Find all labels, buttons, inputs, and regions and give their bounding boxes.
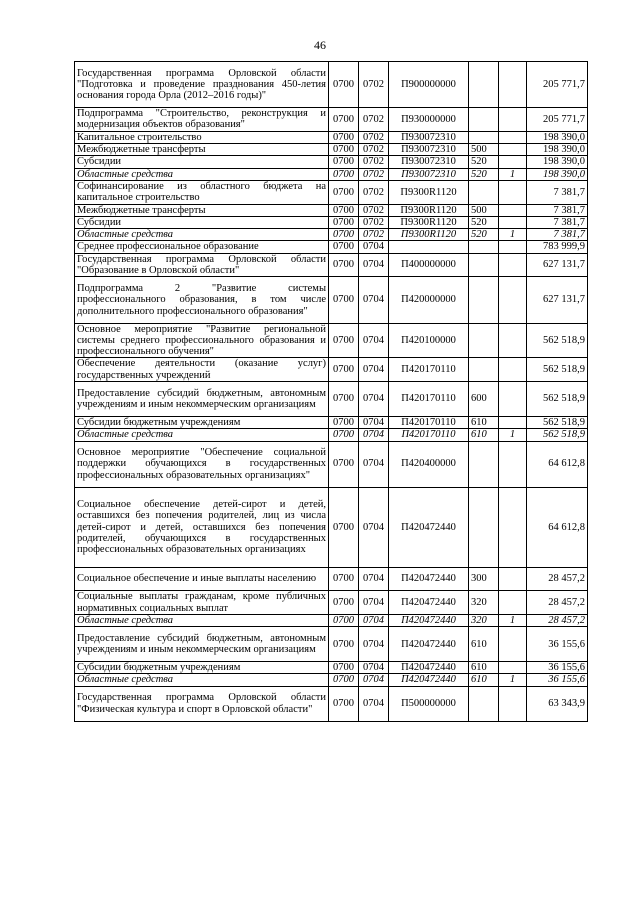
- table-row: [75, 416, 588, 428]
- amount-value: 627 131,7: [527, 277, 588, 323]
- target-article-code: П930072310: [389, 144, 469, 156]
- section-code: 0700: [329, 253, 359, 277]
- table-row: [75, 429, 588, 441]
- fund-source-code: [499, 686, 527, 721]
- table-row: [75, 323, 588, 358]
- section-code: 0700: [329, 241, 359, 253]
- expense-type-code: [469, 241, 499, 253]
- subsection-code: 0704: [359, 323, 389, 358]
- row-name: Софинансирование из областного бюджета на капитальное строительство: [75, 180, 329, 204]
- section-code: 0700: [329, 168, 359, 180]
- table-row: [75, 627, 588, 662]
- table-row: [75, 108, 588, 132]
- expense-type-code: 500: [469, 204, 499, 216]
- subsection-code: 0702: [359, 229, 389, 241]
- fund-source-code: [499, 216, 527, 228]
- amount-value: 198 390,0: [527, 156, 588, 168]
- expense-type-code: 600: [469, 382, 499, 417]
- subsection-code: 0704: [359, 614, 389, 626]
- expense-type-code: [469, 487, 499, 567]
- fund-source-code: [499, 441, 527, 487]
- subsection-code: 0704: [359, 253, 389, 277]
- row-name: Областные средства: [75, 674, 329, 686]
- table-row: [75, 487, 588, 567]
- subsection-code: 0704: [359, 591, 389, 615]
- amount-value: 783 999,9: [527, 241, 588, 253]
- amount-value: 36 155,6: [527, 627, 588, 662]
- subsection-code: 0704: [359, 627, 389, 662]
- subsection-code: 0702: [359, 144, 389, 156]
- expense-type-code: 610: [469, 674, 499, 686]
- table-row: [75, 441, 588, 487]
- subsection-code: 0702: [359, 204, 389, 216]
- target-article-code: П420100000: [389, 323, 469, 358]
- expense-type-code: 520: [469, 168, 499, 180]
- target-article-code: П420472440: [389, 662, 469, 674]
- amount-value: 7 381,7: [527, 216, 588, 228]
- amount-value: 64 612,8: [527, 487, 588, 567]
- target-article-code: П9300R1120: [389, 229, 469, 241]
- target-article-code: [389, 241, 469, 253]
- table-row: [75, 180, 588, 204]
- subsection-code: 0704: [359, 674, 389, 686]
- expense-type-code: [469, 323, 499, 358]
- amount-value: 36 155,6: [527, 662, 588, 674]
- table-row: [75, 168, 588, 180]
- expense-type-code: 320: [469, 614, 499, 626]
- expense-type-code: [469, 131, 499, 143]
- amount-value: 28 457,2: [527, 614, 588, 626]
- amount-value: 7 381,7: [527, 204, 588, 216]
- target-article-code: П420170110: [389, 358, 469, 382]
- table-row: [75, 358, 588, 382]
- subsection-code: 0704: [359, 487, 389, 567]
- fund-source-code: [499, 204, 527, 216]
- table-row: [75, 241, 588, 253]
- target-article-code: П420472440: [389, 567, 469, 591]
- target-article-code: П420472440: [389, 627, 469, 662]
- fund-source-code: [499, 253, 527, 277]
- row-name: Государственная программа Орловской области "Подготовка и проведение празднования 450-летия основания города Орла (2012–2016 годы)": [75, 62, 329, 108]
- table-row: [75, 674, 588, 686]
- amount-value: 205 771,7: [527, 62, 588, 108]
- target-article-code: П420472440: [389, 614, 469, 626]
- subsection-code: 0704: [359, 416, 389, 428]
- section-code: 0700: [329, 358, 359, 382]
- budget-table: [74, 61, 588, 722]
- target-article-code: П930072310: [389, 156, 469, 168]
- fund-source-code: [499, 108, 527, 132]
- expense-type-code: [469, 108, 499, 132]
- expense-type-code: [469, 62, 499, 108]
- row-name: Среднее профессиональное образование: [75, 241, 329, 253]
- expense-type-code: [469, 441, 499, 487]
- expense-type-code: 500: [469, 144, 499, 156]
- subsection-code: 0702: [359, 216, 389, 228]
- fund-source-code: [499, 627, 527, 662]
- row-name: Субсидии бюджетным учреждениям: [75, 416, 329, 428]
- expense-type-code: 610: [469, 662, 499, 674]
- subsection-code: 0702: [359, 62, 389, 108]
- target-article-code: П420472440: [389, 591, 469, 615]
- target-article-code: П420170110: [389, 429, 469, 441]
- fund-source-code: [499, 487, 527, 567]
- expense-type-code: 520: [469, 229, 499, 241]
- amount-value: 562 518,9: [527, 382, 588, 417]
- section-code: 0700: [329, 323, 359, 358]
- expense-type-code: 320: [469, 591, 499, 615]
- table-row: [75, 131, 588, 143]
- section-code: 0700: [329, 662, 359, 674]
- row-name: Субсидии бюджетным учреждениям: [75, 662, 329, 674]
- fund-source-code: [499, 156, 527, 168]
- target-article-code: П9300R1120: [389, 216, 469, 228]
- amount-value: 562 518,9: [527, 323, 588, 358]
- row-name: Социальные выплаты гражданам, кроме публичных нормативных социальных выплат: [75, 591, 329, 615]
- fund-source-code: [499, 131, 527, 143]
- subsection-code: 0704: [359, 441, 389, 487]
- row-name: Основное мероприятие "Обеспечение социальной поддержки обучающихся в государственных профессиональных образовательных организациях": [75, 441, 329, 487]
- expense-type-code: [469, 253, 499, 277]
- section-code: 0700: [329, 180, 359, 204]
- expense-type-code: [469, 277, 499, 323]
- target-article-code: П930072310: [389, 131, 469, 143]
- table-row: [75, 591, 588, 615]
- row-name: Основное мероприятие "Развитие региональной системы среднего профессионального образования и профессионального обучения": [75, 323, 329, 358]
- target-article-code: П420472440: [389, 674, 469, 686]
- subsection-code: 0702: [359, 156, 389, 168]
- row-name: Подпрограмма "Строительство, реконструкция и модернизация объектов образования": [75, 108, 329, 132]
- table-row: [75, 62, 588, 108]
- section-code: 0700: [329, 614, 359, 626]
- subsection-code: 0702: [359, 180, 389, 204]
- table-row: [75, 686, 588, 721]
- table-row: [75, 662, 588, 674]
- section-code: 0700: [329, 441, 359, 487]
- table-row: [75, 382, 588, 417]
- amount-value: 7 381,7: [527, 229, 588, 241]
- amount-value: 562 518,9: [527, 429, 588, 441]
- fund-source-code: [499, 144, 527, 156]
- table-row: [75, 216, 588, 228]
- table-row: [75, 204, 588, 216]
- section-code: 0700: [329, 216, 359, 228]
- section-code: 0700: [329, 416, 359, 428]
- row-name: Областные средства: [75, 429, 329, 441]
- table-row: [75, 614, 588, 626]
- target-article-code: П420400000: [389, 441, 469, 487]
- section-code: 0700: [329, 62, 359, 108]
- expense-type-code: 610: [469, 429, 499, 441]
- target-article-code: П420472440: [389, 487, 469, 567]
- section-code: 0700: [329, 591, 359, 615]
- target-article-code: П9300R1120: [389, 180, 469, 204]
- expense-type-code: 520: [469, 156, 499, 168]
- fund-source-code: 1: [499, 614, 527, 626]
- fund-source-code: [499, 416, 527, 428]
- amount-value: 562 518,9: [527, 416, 588, 428]
- row-name: Социальное обеспечение и иные выплаты населению: [75, 567, 329, 591]
- fund-source-code: [499, 277, 527, 323]
- amount-value: 562 518,9: [527, 358, 588, 382]
- table-row: [75, 253, 588, 277]
- section-code: 0700: [329, 131, 359, 143]
- row-name: Областные средства: [75, 614, 329, 626]
- fund-source-code: [499, 567, 527, 591]
- target-article-code: П420170110: [389, 382, 469, 417]
- fund-source-code: [499, 382, 527, 417]
- table-row: [75, 156, 588, 168]
- section-code: 0700: [329, 567, 359, 591]
- amount-value: 28 457,2: [527, 567, 588, 591]
- table-body: [75, 62, 588, 722]
- fund-source-code: 1: [499, 674, 527, 686]
- expense-type-code: [469, 686, 499, 721]
- fund-source-code: [499, 241, 527, 253]
- row-name: Областные средства: [75, 168, 329, 180]
- amount-value: 198 390,0: [527, 168, 588, 180]
- section-code: 0700: [329, 277, 359, 323]
- row-name: Обеспечение деятельности (оказание услуг) государственных учреждений: [75, 358, 329, 382]
- section-code: 0700: [329, 229, 359, 241]
- subsection-code: 0702: [359, 168, 389, 180]
- subsection-code: 0702: [359, 131, 389, 143]
- target-article-code: П900000000: [389, 62, 469, 108]
- expense-type-code: 520: [469, 216, 499, 228]
- fund-source-code: 1: [499, 168, 527, 180]
- row-name: Субсидии: [75, 156, 329, 168]
- fund-source-code: [499, 591, 527, 615]
- subsection-code: 0704: [359, 567, 389, 591]
- target-article-code: П930072310: [389, 168, 469, 180]
- fund-source-code: 1: [499, 229, 527, 241]
- table-row: [75, 277, 588, 323]
- subsection-code: 0704: [359, 382, 389, 417]
- fund-source-code: [499, 358, 527, 382]
- subsection-code: 0704: [359, 662, 389, 674]
- row-name: Государственная программа Орловской области "Физическая культура и спорт в Орловской области": [75, 686, 329, 721]
- amount-value: 205 771,7: [527, 108, 588, 132]
- expense-type-code: 610: [469, 416, 499, 428]
- section-code: 0700: [329, 487, 359, 567]
- amount-value: 63 343,9: [527, 686, 588, 721]
- fund-source-code: [499, 62, 527, 108]
- section-code: 0700: [329, 674, 359, 686]
- section-code: 0700: [329, 429, 359, 441]
- expense-type-code: [469, 358, 499, 382]
- target-article-code: П420170110: [389, 416, 469, 428]
- table-row: [75, 567, 588, 591]
- amount-value: 7 381,7: [527, 180, 588, 204]
- section-code: 0700: [329, 686, 359, 721]
- row-name: Подпрограмма 2 "Развитие системы профессионального образования, в том числе дополнительного профессионального образования": [75, 277, 329, 323]
- fund-source-code: 1: [499, 429, 527, 441]
- section-code: 0700: [329, 204, 359, 216]
- expense-type-code: 610: [469, 627, 499, 662]
- fund-source-code: [499, 323, 527, 358]
- section-code: 0700: [329, 382, 359, 417]
- subsection-code: 0704: [359, 429, 389, 441]
- table-row: [75, 144, 588, 156]
- amount-value: 627 131,7: [527, 253, 588, 277]
- row-name: Предоставление субсидий бюджетным, автономным учреждениям и иным некоммерческим организациям: [75, 627, 329, 662]
- target-article-code: П500000000: [389, 686, 469, 721]
- subsection-code: 0704: [359, 358, 389, 382]
- amount-value: 198 390,0: [527, 144, 588, 156]
- amount-value: 64 612,8: [527, 441, 588, 487]
- subsection-code: 0704: [359, 241, 389, 253]
- section-code: 0700: [329, 144, 359, 156]
- subsection-code: 0702: [359, 108, 389, 132]
- row-name: Субсидии: [75, 216, 329, 228]
- row-name: Межбюджетные трансферты: [75, 144, 329, 156]
- page-number: 46: [314, 38, 326, 52]
- target-article-code: П9300R1120: [389, 204, 469, 216]
- subsection-code: 0704: [359, 277, 389, 323]
- row-name: Капитальное строительство: [75, 131, 329, 143]
- section-code: 0700: [329, 108, 359, 132]
- table-row: [75, 229, 588, 241]
- expense-type-code: 300: [469, 567, 499, 591]
- row-name: Социальное обеспечение детей-сирот и детей, оставшихся без попечения родителей, лиц из числа детей-сирот и детей, оставшихся без попечения родителей, обучающихся в государственных профессиональных образовательных организациях: [75, 487, 329, 567]
- amount-value: 36 155,6: [527, 674, 588, 686]
- target-article-code: П400000000: [389, 253, 469, 277]
- subsection-code: 0704: [359, 686, 389, 721]
- target-article-code: П420000000: [389, 277, 469, 323]
- section-code: 0700: [329, 156, 359, 168]
- expense-type-code: [469, 180, 499, 204]
- target-article-code: П930000000: [389, 108, 469, 132]
- section-code: 0700: [329, 627, 359, 662]
- row-name: Межбюджетные трансферты: [75, 204, 329, 216]
- fund-source-code: [499, 180, 527, 204]
- row-name: Областные средства: [75, 229, 329, 241]
- fund-source-code: [499, 662, 527, 674]
- row-name: Государственная программа Орловской области "Образование в Орловской области": [75, 253, 329, 277]
- amount-value: 28 457,2: [527, 591, 588, 615]
- row-name: Предоставление субсидий бюджетным, автономным учреждениям и иным некоммерческим организациям: [75, 382, 329, 417]
- amount-value: 198 390,0: [527, 131, 588, 143]
